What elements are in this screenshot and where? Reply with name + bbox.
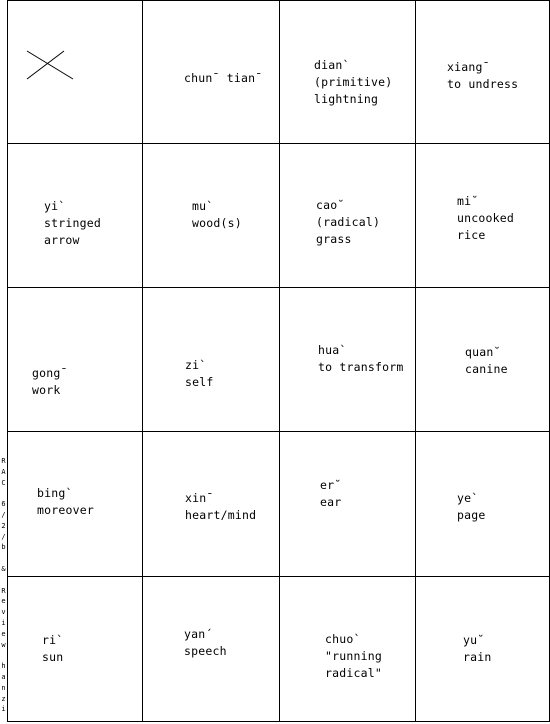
side-label-char (0, 575, 7, 586)
card-line: arrow (44, 233, 80, 247)
side-label-char: / (1, 532, 6, 541)
grid-col-divider (142, 0, 143, 722)
side-label-char: 6 (1, 500, 6, 509)
grid-left-border (7, 0, 8, 722)
card-r2c3 (316, 197, 380, 248)
side-label-char (0, 650, 7, 661)
card-line: ear (320, 495, 342, 509)
side-label-char: & (1, 564, 6, 573)
card-line: hua` (318, 343, 347, 357)
side-label-char: z (1, 694, 6, 703)
card-line: dian` (314, 58, 350, 72)
card-line: chun¯ tian¯ (184, 71, 263, 85)
side-label-char: / (1, 510, 6, 519)
side-label-char: e (1, 629, 6, 638)
card-line: mi˘ (457, 194, 479, 208)
card-line: sun (42, 650, 64, 664)
card-line: mu` (192, 199, 214, 213)
card-line: uncooked (457, 211, 514, 225)
card-line: radical" (325, 666, 382, 680)
side-label-char (0, 488, 7, 499)
card-r5c4 (463, 632, 492, 666)
side-label-char: A (1, 467, 6, 476)
card-line: lightning (314, 92, 379, 106)
card-r4c3 (320, 477, 341, 511)
side-label-char: v (1, 608, 6, 617)
card-r2c2 (192, 198, 242, 232)
card-line: to transform (318, 360, 404, 374)
grid-col-divider (279, 0, 280, 722)
card-r4c1 (37, 485, 94, 519)
card-line: (primitive) (314, 75, 393, 89)
card-r5c3 (325, 631, 382, 682)
card-line: er˘ (320, 478, 342, 492)
card-r4c4 (457, 490, 486, 524)
side-label-char: R (1, 457, 6, 465)
card-line: moreover (37, 503, 94, 517)
card-line: canine (465, 362, 508, 376)
card-line: yan´ (184, 627, 213, 641)
card-line: speech (184, 644, 227, 658)
card-r3c3 (318, 342, 403, 376)
card-line: xiang¯ (447, 60, 490, 74)
card-line: grass (316, 232, 352, 246)
card-r3c2 (185, 357, 214, 391)
side-label-char: i (1, 705, 6, 714)
card-line: quan˘ (465, 345, 501, 359)
cross-mark-icon (26, 50, 74, 82)
card-line: work (32, 383, 61, 397)
card-line: self (185, 375, 214, 389)
side-label-char: 2 (1, 521, 6, 530)
side-label-char: w (1, 640, 6, 649)
card-line: wood(s) (192, 216, 242, 230)
side-label-char: h (1, 662, 6, 671)
grid-col-divider (415, 0, 416, 722)
card-line: chuo` (325, 632, 361, 646)
card-line: zi` (185, 358, 207, 372)
side-label-char (0, 553, 7, 564)
card-r3c1 (32, 365, 68, 399)
card-line: to undress (447, 77, 519, 91)
card-r5c2 (184, 626, 227, 660)
card-line: gong¯ (32, 366, 68, 380)
card-line: stringed (44, 216, 101, 230)
card-line: "running (325, 649, 382, 663)
card-r4c2 (185, 490, 256, 524)
card-line: heart/mind (185, 508, 257, 522)
card-r3c4 (465, 344, 508, 378)
card-line: yu˘ (463, 633, 485, 647)
side-label-char: n (1, 683, 6, 692)
card-line: rain (463, 650, 492, 664)
card-r2c1 (44, 198, 101, 249)
card-line: cao˘ (316, 198, 345, 212)
side-label-char: C (1, 478, 6, 487)
side-label-char: a (1, 672, 6, 681)
card-line: ri` (42, 633, 64, 647)
card-r5c1 (42, 632, 63, 666)
card-line: xin¯ (185, 491, 214, 505)
side-label-char: b (1, 543, 6, 552)
card-line: (radical) (316, 215, 381, 229)
card-r2c4 (457, 193, 514, 244)
card-r1c3 (314, 57, 392, 108)
side-label-char: e (1, 597, 6, 606)
card-line: ye` (457, 491, 479, 505)
vertical-side-label (0, 456, 7, 715)
side-label-char: R (1, 586, 6, 595)
card-r1c2 (184, 70, 262, 87)
card-line: rice (457, 228, 486, 242)
card-line: bing` (37, 486, 73, 500)
card-r1c4 (447, 59, 518, 93)
card-line: page (457, 508, 486, 522)
side-label-char: i (1, 618, 6, 627)
card-line: yi` (44, 199, 66, 213)
